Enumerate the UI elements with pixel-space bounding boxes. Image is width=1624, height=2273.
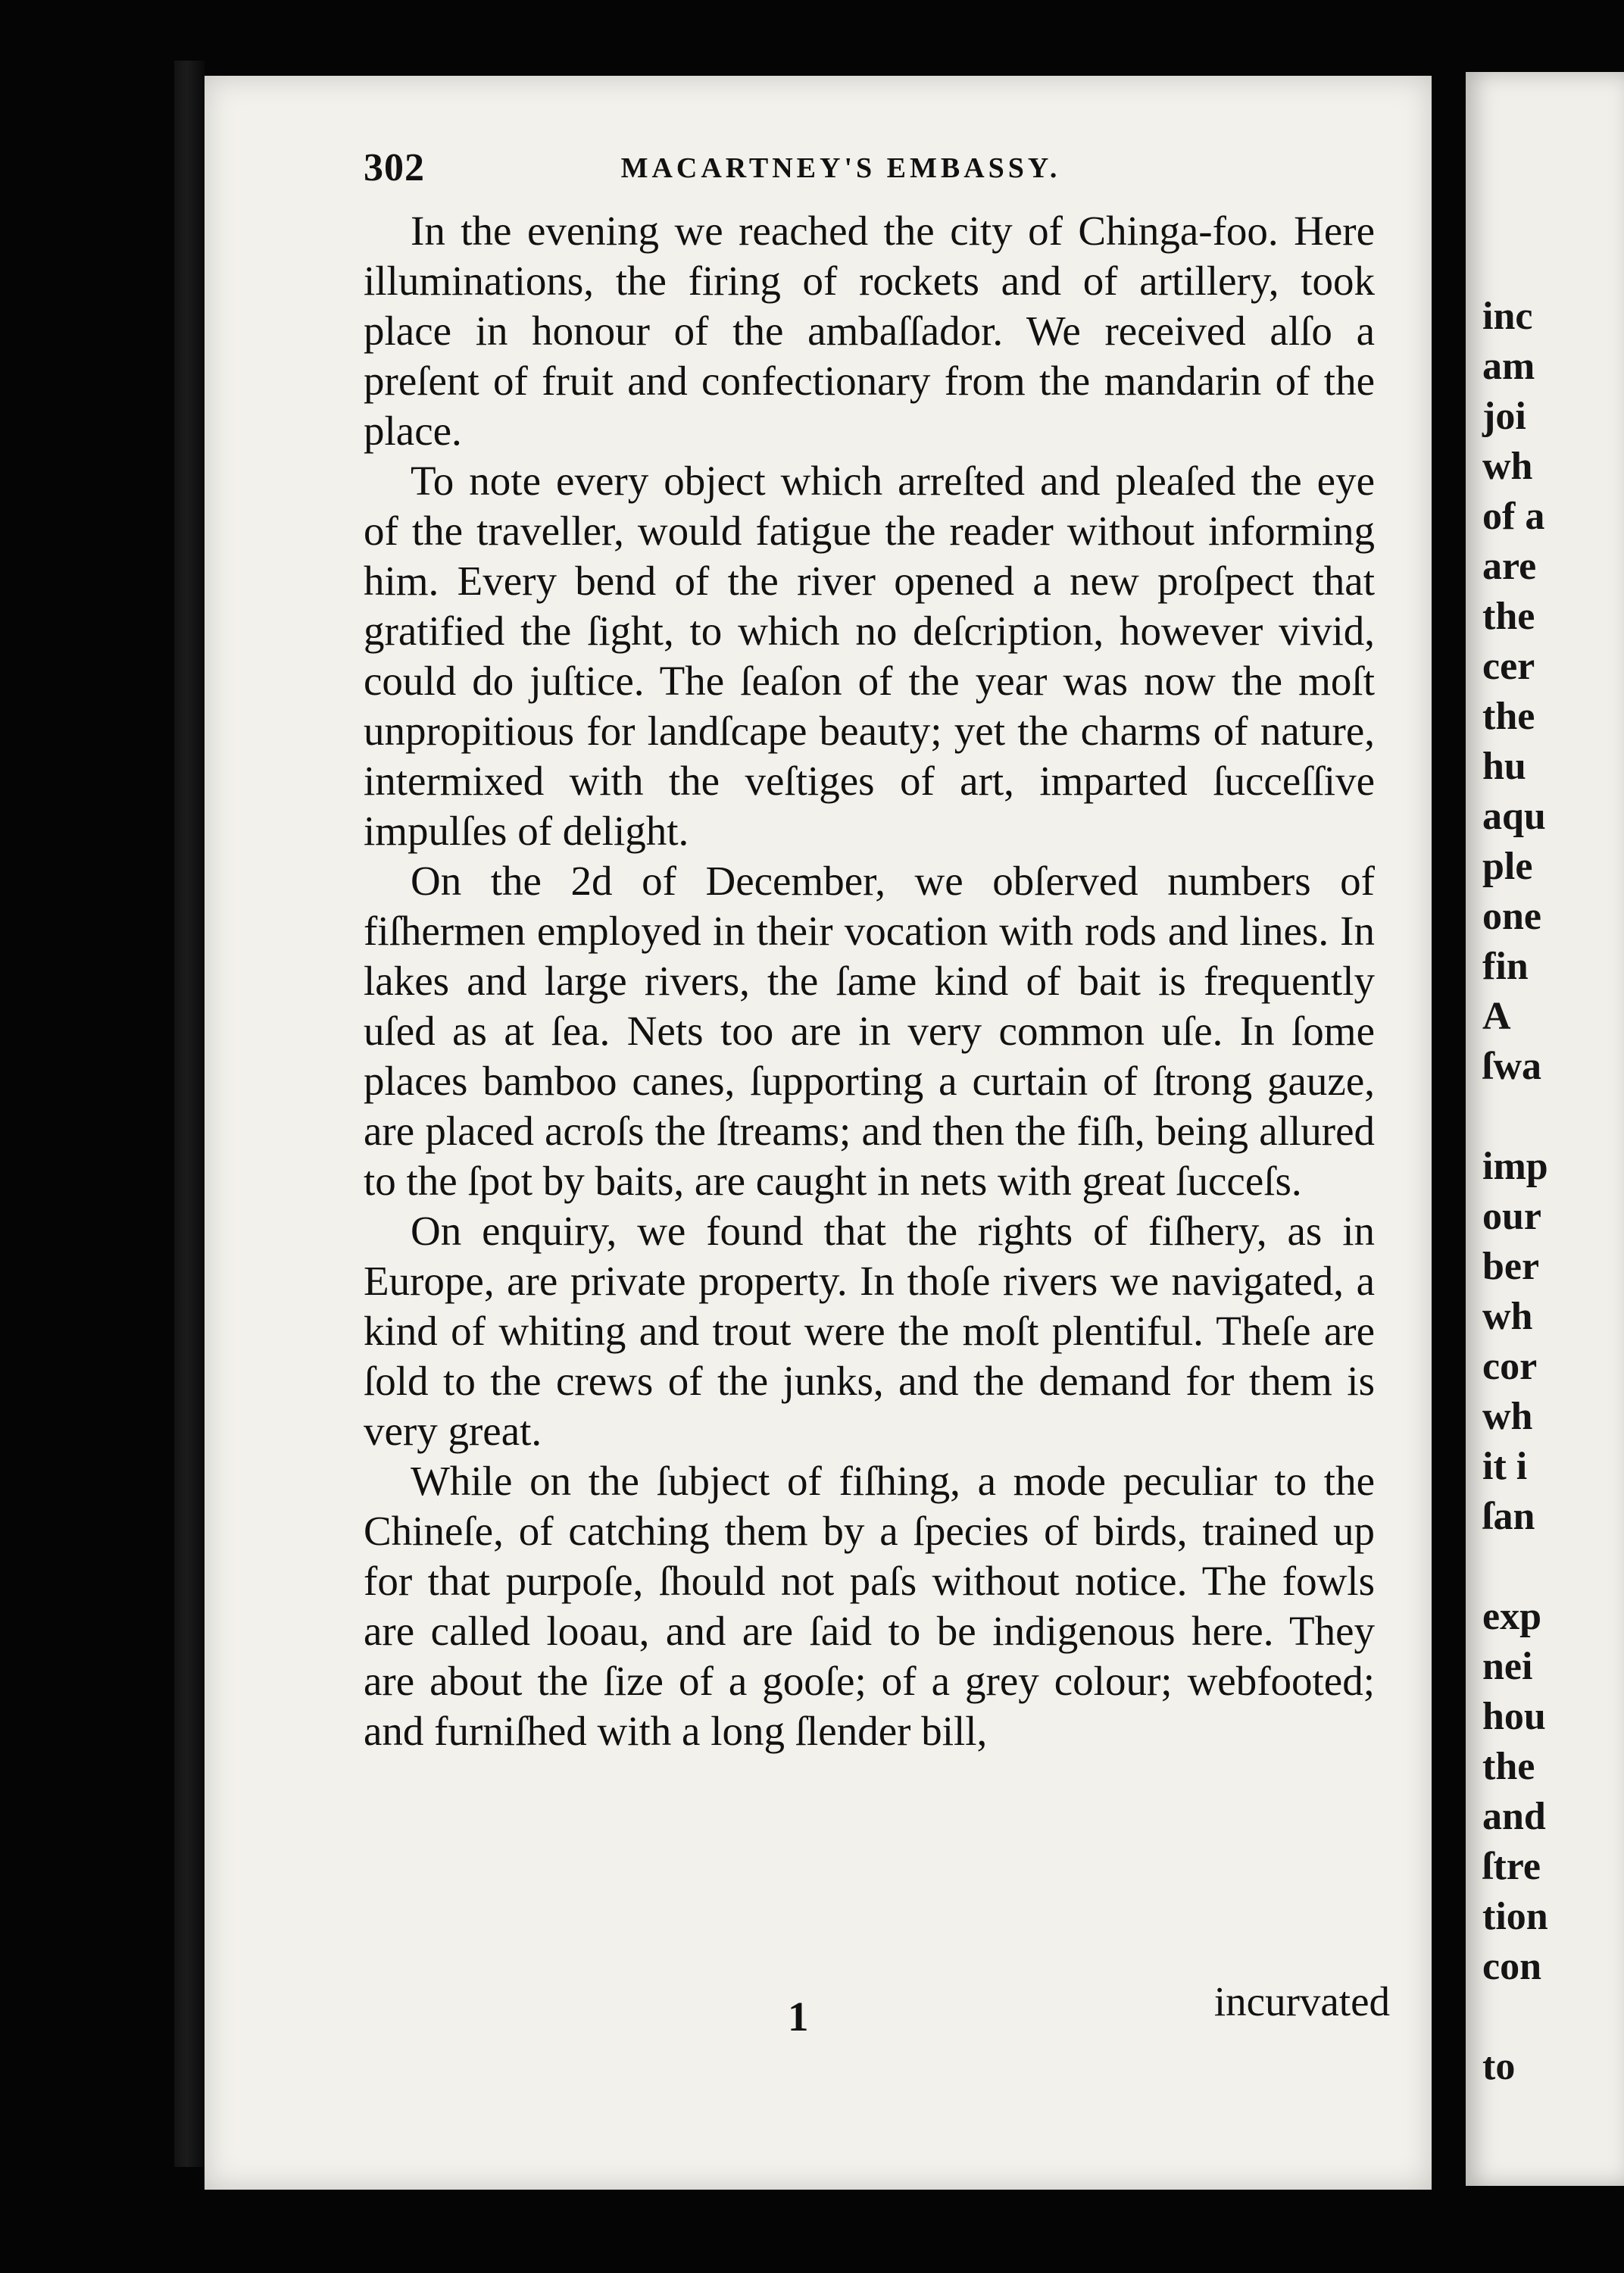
paragraph: On enquiry, we found that the rights of fiſhery, as in Europe, are private property. In thoſe rivers we navigated, a kind of whiting and trout were the moſt plentiful. Theſe are ſold to the crews of the junks, and the demand for them is very great.	[364, 1208, 1375, 1454]
page-number: 302	[364, 146, 425, 189]
paragraph: To note every object which arreſted and pleaſed the eye of the traveller, would fatigue the reader without informing him. Every bend of the river opened a new proſpect that gratified the ſight, to which no deſcription, however vivid, could do juſtice. The ſeaſon of the year was now the moſt unpropitious for landſcape beauty; yet the charms of nature, intermixed with the veſtiges of art, imparted ſucceſſive impulſes of delight.	[364, 458, 1375, 854]
paragraph: While on the ſubject of fiſhing, a mode peculiar to the Chineſe, of catching them by a ſpecies of birds, trained up for that purpoſe, ſhould not paſs without notice. The fowls are called looau, and are ſaid to be indigenous here. They are about the ſize of a gooſe; of a grey colour; webfooted; and furniſhed with a long ſlender bill,	[364, 1458, 1375, 1754]
book-spine-edge	[174, 61, 205, 2167]
running-header	[364, 145, 1318, 199]
book-page	[205, 76, 1432, 2190]
paragraph: In the evening we reached the city of Chinga-foo. Here illuminations, the firing of rockets and of artillery, took place in honour of the ambaſſador. We received alſo a preſent of fruit and confectionary from the mandarin of the place.	[364, 208, 1375, 454]
paragraph: On the 2d of December, we obſerved numbers of fiſhermen employed in their vocation with rods and lines. In lakes and large rivers, the ſame kind of bait is frequently uſed as at ſea. Nets too are in very common uſe. In ſome places bamboo canes, ſupporting a curtain of ſtrong gauze, are placed acroſs the ſtreams; and then the fiſh, being allured to the ſpot by baits, are caught in nets with great ſucceſs.	[364, 858, 1375, 1204]
adjacent-page	[1466, 72, 1624, 2186]
running-title: MACARTNEY'S EMBASSY.	[620, 152, 1061, 184]
body-text	[364, 206, 1375, 1756]
signature-mark: 1	[788, 1993, 809, 2040]
page-footer	[364, 1978, 1390, 2053]
adjacent-page-fragments: inc am joi wh of a are the cer the hu aqu ple one fin A ſwa imp our ber wh cor wh it i ſan exp nei hou the and ſtre tion con to	[1482, 295, 1548, 2088]
catchword: incurvated	[1213, 1978, 1390, 2024]
